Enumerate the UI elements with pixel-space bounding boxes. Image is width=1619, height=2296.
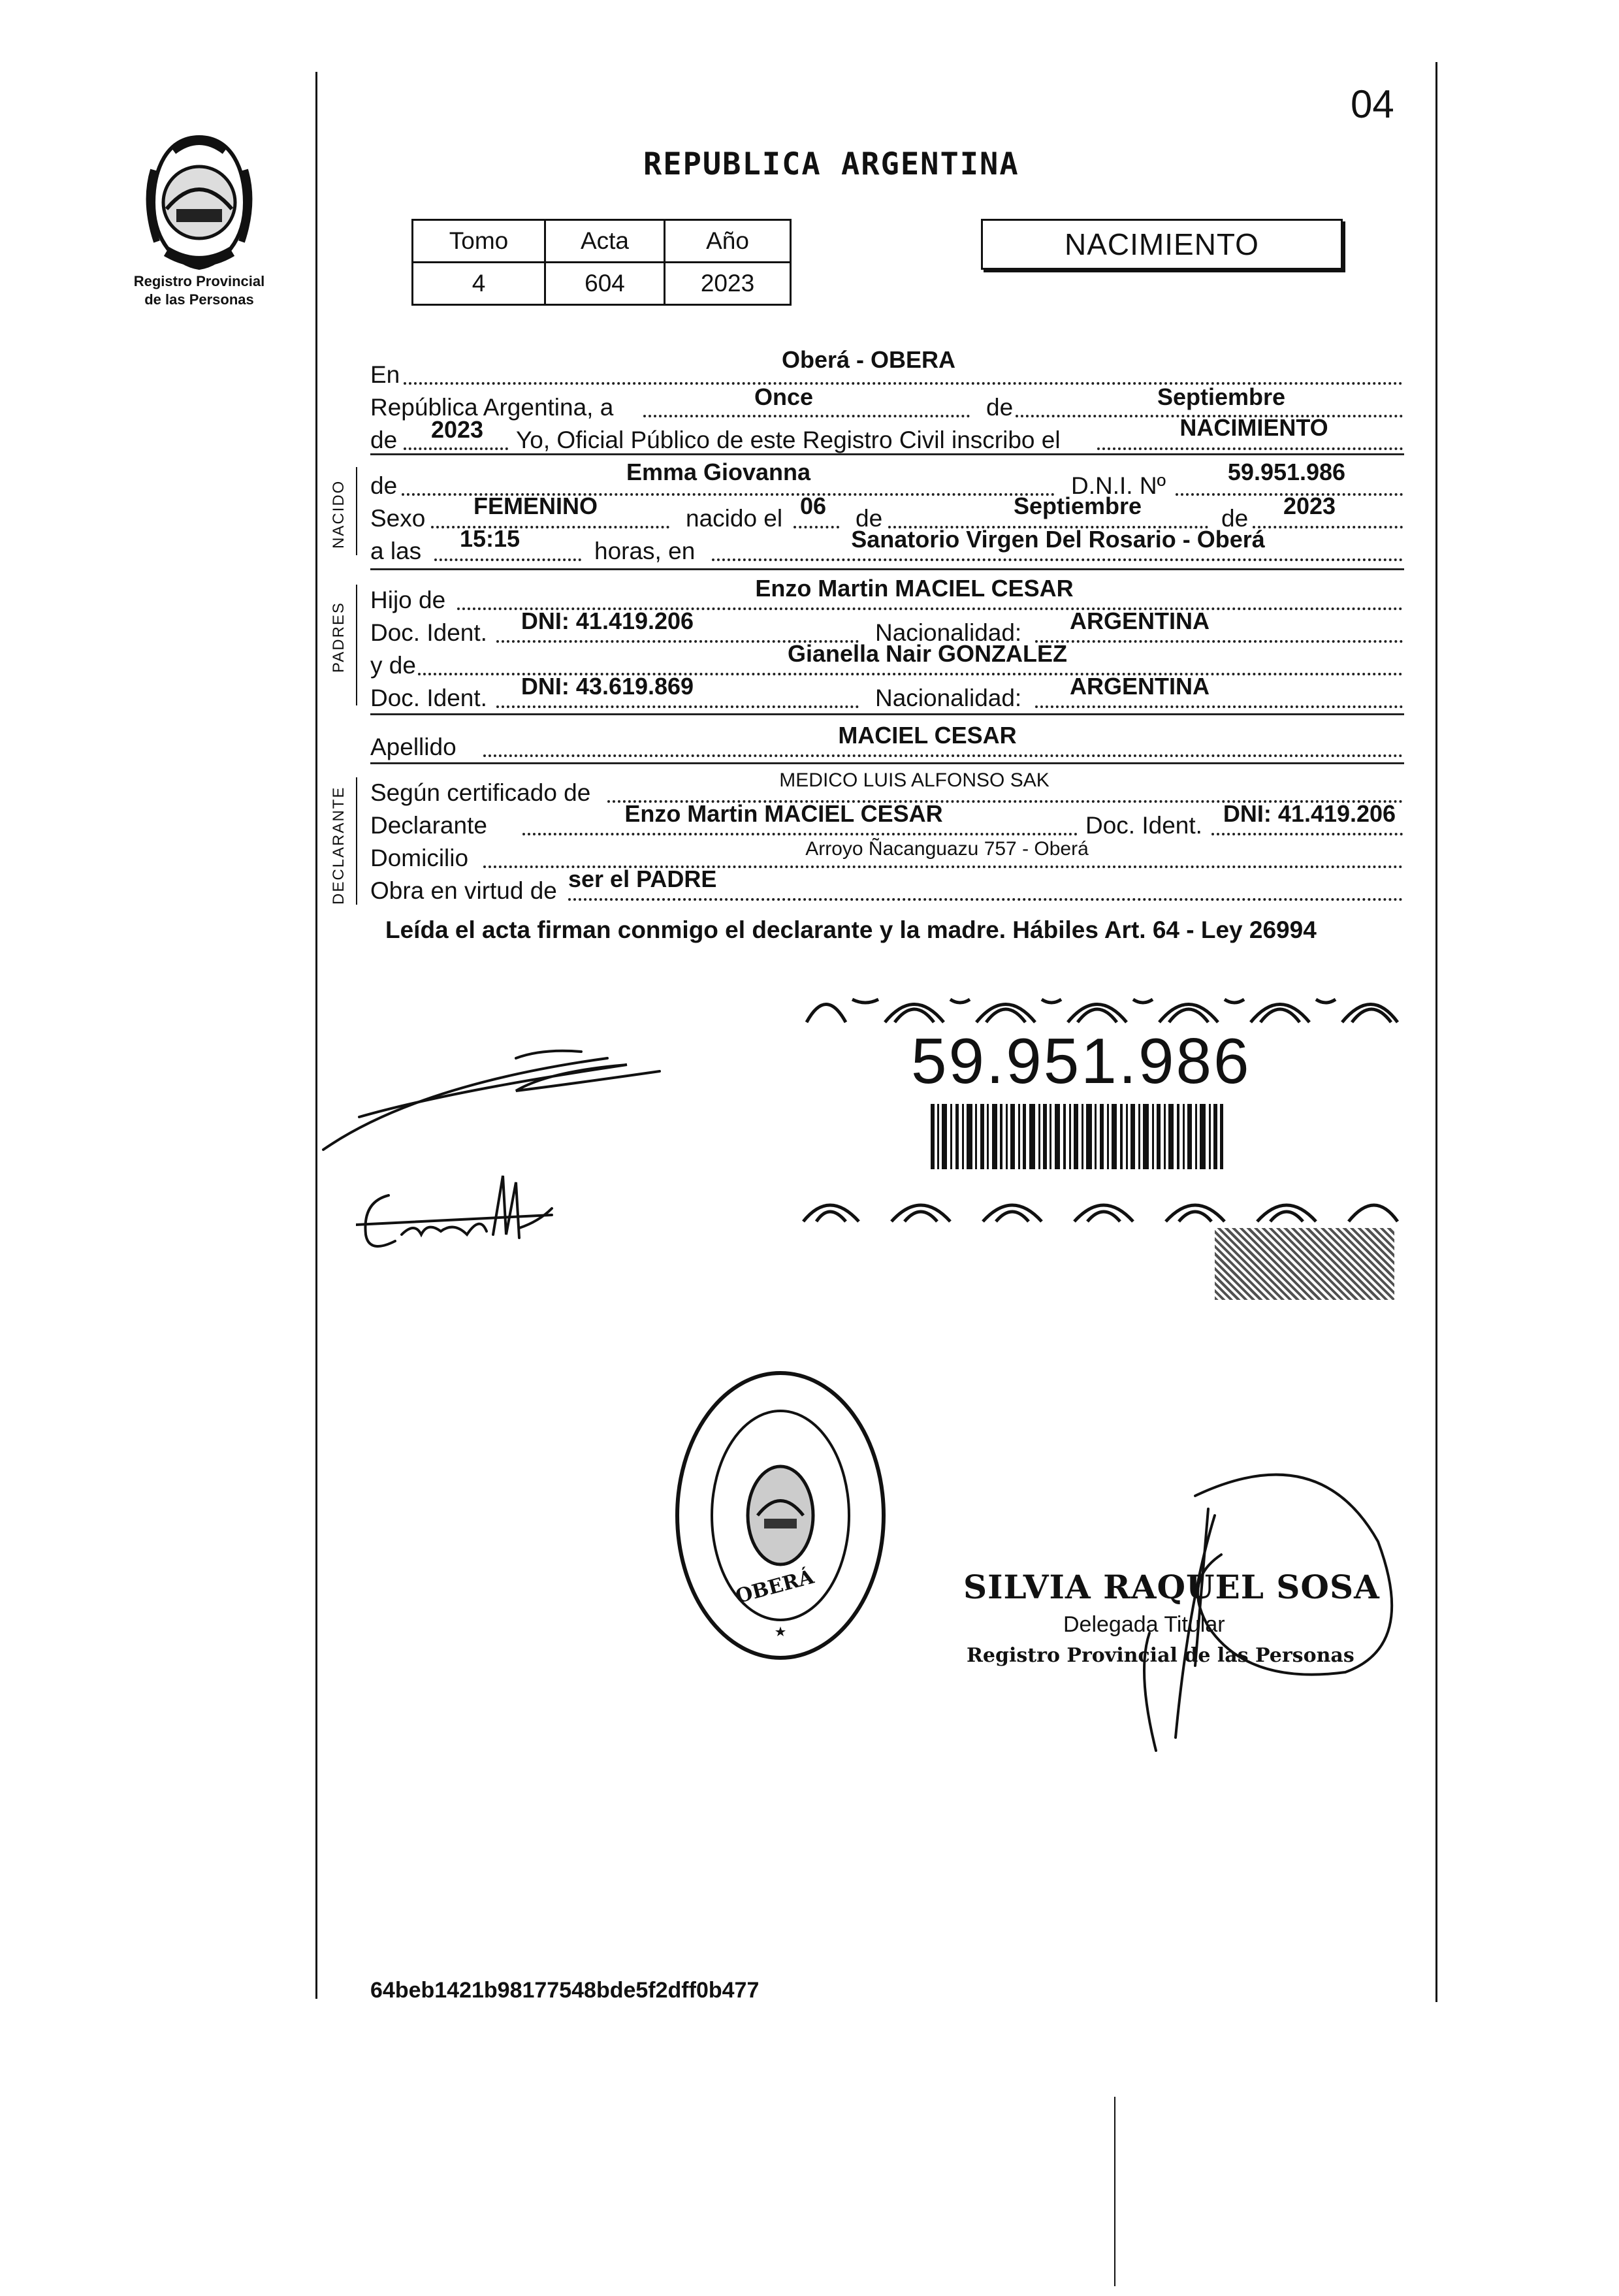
seal-ring-text (653, 1672, 675, 1673)
barcode (931, 1104, 1225, 1169)
dots-virtud (568, 898, 1403, 901)
section-bar-padres (356, 585, 357, 705)
rule-section-1 (370, 453, 1404, 455)
value-acto: NACIMIENTO (1179, 414, 1328, 441)
value-anio-nac: 2023 (1283, 493, 1336, 519)
value-declarante: Enzo Martin MACIEL CESAR (624, 800, 943, 827)
value-dia-nac: 06 (799, 493, 827, 519)
dots-nac-madre (1035, 705, 1403, 708)
value-nombre: Emma Giovanna (626, 459, 811, 485)
value-madre-doc: DNI: 43.619.869 (521, 673, 694, 700)
record-type-box (981, 219, 1343, 270)
dots-declarante (522, 833, 1078, 835)
label-apellido: Apellido (370, 734, 457, 760)
document-hash: 64beb1421b98177548bde5f2dff0b477 (370, 1978, 760, 2003)
label-de-mes: de (986, 394, 1014, 421)
label-dni: D.N.I. Nº (1071, 472, 1166, 499)
bottom-stray-line (1114, 2097, 1115, 2286)
label-hijo-de: Hijo de (370, 587, 446, 613)
security-pattern-bottom (800, 1186, 1401, 1225)
dots-lugar-nac (712, 558, 1403, 561)
label-obra-virtud: Obra en virtud de (370, 877, 557, 904)
dots-doc-declarante (1211, 833, 1403, 835)
value-apellido: MACIEL CESAR (838, 722, 1017, 749)
section-bar-nacido (356, 467, 357, 555)
label-de-anio-nac: de (1221, 505, 1249, 532)
official-signature (1019, 1437, 1437, 1777)
official-name: SILVIA RAQUEL SOSA (963, 1568, 1380, 1606)
label-nac-padre: Nacionalidad: (875, 619, 1022, 646)
dots-anio (404, 447, 508, 450)
section-label-declarante: DECLARANTE (330, 786, 347, 905)
security-pattern-top (800, 983, 1401, 1026)
value-dni: 59.951.986 (1227, 459, 1346, 485)
rule-section-2 (370, 568, 1404, 570)
province-logo (140, 131, 258, 274)
value-sexo: FEMENINO (473, 493, 598, 519)
value-domicilio: Arroyo Ñacanguazu 757 - Oberá (805, 838, 1089, 860)
label-segun-certificado: Según certificado de (370, 779, 591, 806)
section-bar-declarante (356, 777, 357, 905)
label-de-nombre: de (370, 472, 398, 499)
label-sexo: Sexo (370, 505, 426, 532)
value-mes-nac: Septiembre (1013, 493, 1142, 519)
table-value-anio: 2023 (665, 263, 791, 305)
dots-apellido (483, 754, 1403, 757)
official-title: Delegada Titular (1063, 1612, 1225, 1637)
table-value-tomo: 4 (413, 263, 545, 305)
label-de-mes-nac: de (856, 505, 883, 532)
registry-seal (673, 1368, 888, 1662)
label-declarante: Declarante (370, 812, 487, 839)
record-type: NACIMIENTO (1065, 227, 1259, 261)
country-title: REPUBLICA ARGENTINA (643, 146, 1019, 182)
dots-dia (643, 415, 970, 417)
mother-signature (356, 1169, 565, 1261)
value-madre-nac: ARGENTINA (1070, 673, 1210, 700)
label-doc-madre: Doc. Ident. (370, 685, 487, 711)
registry-table (411, 219, 792, 306)
logo-caption-line2: de las Personas (144, 291, 254, 308)
label-doc-declarante: Doc. Ident. (1085, 812, 1202, 839)
section-label-nacido: NACIDO (330, 479, 347, 549)
value-virtud: ser el PADRE (568, 865, 717, 892)
seal-city: OBERÁ (733, 1565, 816, 1609)
dots-doc-madre (496, 705, 859, 708)
label-domicilio: Domicilio (370, 845, 469, 871)
label-inscribo: Yo, Oficial Público de este Registro Civil inscribo el (516, 427, 1061, 453)
label-y-de: y de (370, 652, 416, 679)
value-lugar-nac: Sanatorio Virgen Del Rosario - Oberá (851, 526, 1265, 553)
dots-acto (1097, 447, 1403, 450)
value-dia: Once (754, 383, 814, 410)
rule-section-4 (370, 762, 1404, 764)
table-header-tomo: Tomo (413, 220, 545, 263)
value-hora: 15:15 (459, 525, 521, 552)
table-value-acta: 604 (545, 263, 665, 305)
table-header-anio: Año (665, 220, 791, 263)
value-padre-doc: DNI: 41.419.206 (521, 607, 694, 634)
closing-text: Leída el acta firman conmigo el declarante y la madre. Hábiles Art. 64 - Ley 26994 (385, 916, 1317, 943)
security-hologram (1215, 1228, 1394, 1300)
label-de-anio: de (370, 427, 398, 453)
dots-hora (434, 558, 581, 561)
label-horas-en: horas, en (594, 538, 696, 564)
official-office: Registro Provincial de las Personas (967, 1644, 1355, 1667)
value-madre: Gianella Nair GONZALEZ (787, 640, 1068, 667)
label-doc-padre: Doc. Ident. (370, 619, 487, 646)
table-header-acta: Acta (545, 220, 665, 263)
barcode-number: 59.951.986 (911, 1025, 1251, 1097)
declarant-signature (320, 1019, 666, 1156)
logo-caption-line1: Registro Provincial (133, 273, 265, 289)
value-padre-nac: ARGENTINA (1070, 607, 1210, 634)
rule-section-3 (370, 713, 1404, 715)
label-a-las: a las (370, 538, 422, 564)
value-declarante-doc: DNI: 41.419.206 (1223, 800, 1396, 827)
label-republica: República Argentina, a (370, 394, 614, 421)
value-mes: Septiembre (1157, 383, 1286, 410)
section-label-padres: PADRES (330, 602, 347, 673)
value-lugar: Oberá - OBERA (781, 346, 956, 373)
left-margin-line (315, 72, 317, 1999)
page-number: 04 (1351, 82, 1394, 126)
label-nacido-el: nacido el (686, 505, 783, 532)
dots-nac-padre (1035, 640, 1403, 643)
label-en: En (370, 361, 400, 388)
label-nac-madre: Nacionalidad: (875, 685, 1022, 711)
value-anio: 2023 (430, 416, 484, 443)
value-padre: Enzo Martin MACIEL CESAR (755, 575, 1074, 602)
value-certificado: MEDICO LUIS ALFONSO SAK (779, 769, 1050, 791)
